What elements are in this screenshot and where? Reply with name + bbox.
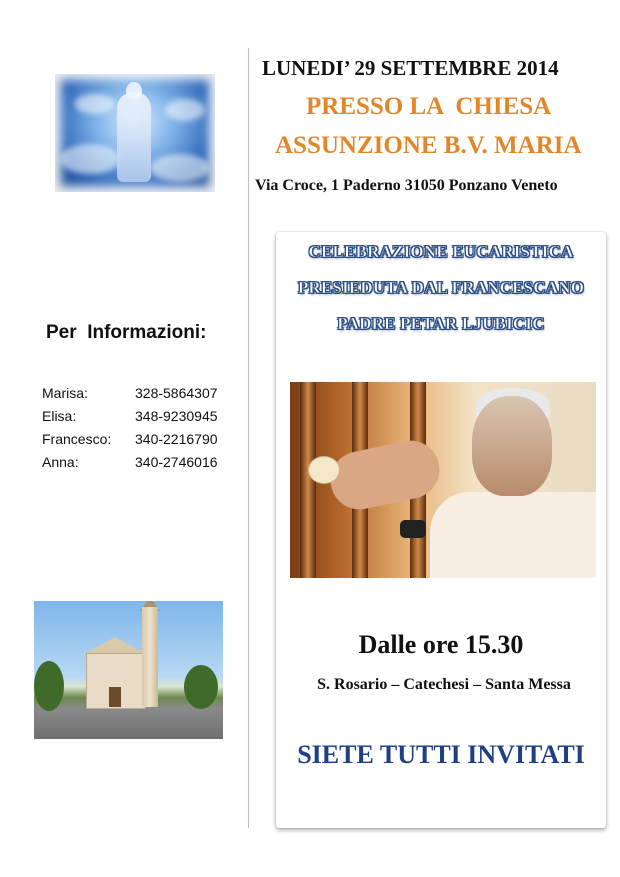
invitation: SIETE TUTTI INVITATI: [297, 740, 585, 769]
contact-name: Francesco:: [42, 431, 112, 447]
madonna-image: [55, 74, 215, 192]
event-panel: [276, 232, 606, 828]
event-time: Dalle ore 15.30: [358, 630, 524, 659]
contact-phone: 348-9230945: [135, 408, 218, 424]
event-program: S. Rosario – Catechesi – Santa Messa: [317, 676, 571, 693]
church-heading-line1: PRESSO LA CHIESA: [306, 93, 552, 120]
celebration-line2: PRESIEDUTA DAL FRANCESCANO: [297, 278, 585, 297]
contact-phone: 340-2746016: [135, 454, 218, 470]
contact-row: [42, 408, 242, 431]
church-image: [34, 601, 223, 739]
church-heading-line2: ASSUNZIONE B.V. MARIA: [275, 132, 582, 159]
vertical-divider: [248, 48, 249, 828]
contact-name: Elisa:: [42, 408, 77, 424]
contact-phone: 340-2216790: [135, 431, 218, 447]
contact-name: Anna:: [42, 454, 79, 470]
info-title: Per Informazioni:: [46, 322, 207, 343]
contact-name: Marisa:: [42, 385, 88, 401]
church-address: Via Croce, 1 Paderno 31050 Ponzano Veneto: [255, 177, 558, 194]
celebration-line1: CELEBRAZIONE EUCARISTICA: [308, 242, 574, 261]
contact-phone: 328-5864307: [135, 385, 218, 401]
celebration-line3: PADRE PETAR LJUBICIC: [337, 314, 545, 333]
contact-row: [42, 454, 242, 477]
priest-image: [290, 382, 596, 578]
contact-row: [42, 431, 242, 454]
contact-row: [42, 385, 242, 408]
event-date: LUNEDI’ 29 SETTEMBRE 2014: [262, 56, 559, 80]
contact-list: [42, 385, 242, 477]
